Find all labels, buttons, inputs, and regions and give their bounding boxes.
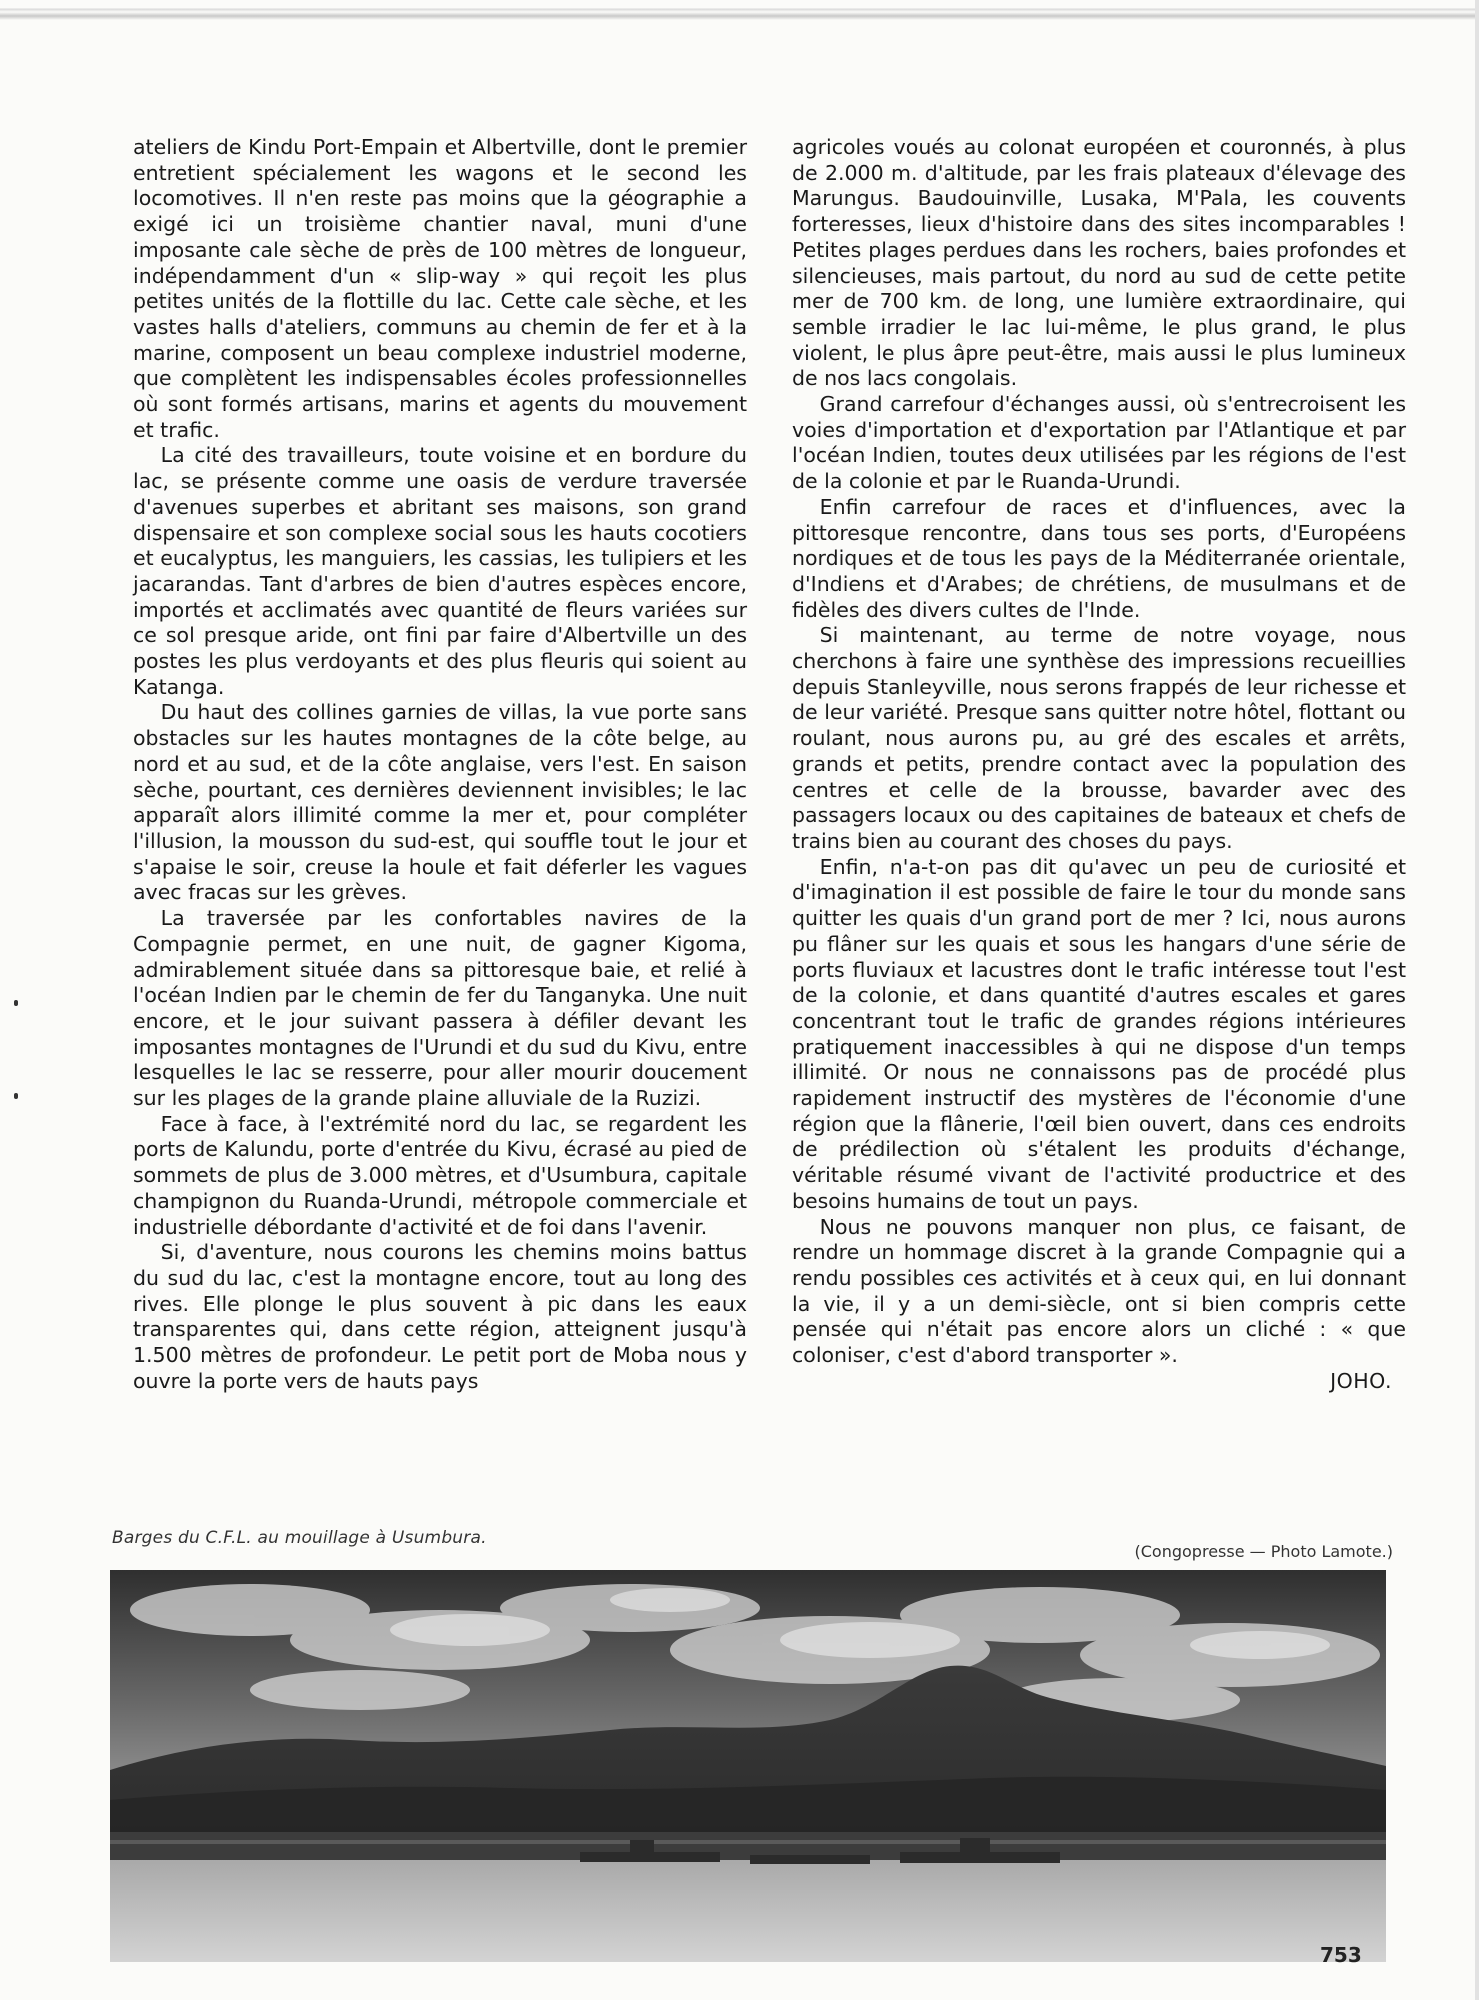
page-number: 753	[1320, 1943, 1362, 1967]
photo-illustration	[110, 1570, 1386, 1962]
paragraph: Grand carrefour d'échanges aussi, où s'entrecroisent les voies d'importation et d'exportation par l'Atlantique et par l'océan Indien, toutes deux utilisées par les régions de l'est de la colonie et par le Ruanda-Urundi.	[792, 392, 1406, 494]
lake-harbor-photo	[110, 1570, 1386, 1962]
author-signature: JOHO.	[1330, 1368, 1392, 1393]
scan-mark	[14, 1000, 18, 1006]
photo-caption: Barges du C.F.L. au mouillage à Usumbura.	[112, 1528, 487, 1548]
paragraph: Si maintenant, au terme de notre voyage, nous cherchons à faire une synthèse des impressions recueillies depuis Stanleyville, nous serons frappés de leur richesse et de leur variété. Presque sans quitter notre hôtel, flottant ou roulant, nous aurons pu, au gré des escales et arrêts, grands et petits, prendre contact avec la population des centres et celle de la brousse, bavarder avec des passagers locaux ou des capitaines de bateaux et chefs de trains bien au courant des choses du pays.	[792, 623, 1406, 853]
paragraph: La cité des travailleurs, toute voisine et en bordure du lac, se présente comme une oasis de verdure traversée d'avenues superbes et abritant ses maisons, son grand dispensaire et son complexe social sous les hauts cocotiers et eucalyptus, les manguiers, les cassias, les tulipiers et les jacarandas. Tant d'arbres de bien d'autres espèces encore, importés et acclimatés avec quantité de fleurs variées sur ce sol presque aride, ont fini par faire d'Albertville un des postes les plus verdoyants et des plus fleuris qui soient au Katanga.	[133, 443, 747, 699]
paragraph: Enfin, n'a-t-on pas dit qu'avec un peu de curiosité et d'imagination il est possible de faire le tour du monde sans quitter les quais d'un grand port de mer ? Ici, nous aurons pu flâner sur les quais et sous les hangars d'une série de ports fluviaux et lacustres dont le trafic intéresse tout l'est de la colonie, et dans quantité d'autres escales et gares concentrant tout le trafic de grandes régions intérieures pratiquement inaccessibles à qui ne dispose d'un temps illimité. Or nous ne connaissons pas de procédé plus rapidement instructif des mystères de l'économie d'une région que la flânerie, l'œil bien ouvert, dans ces endroits de prédilection où s'étalent les produits d'échange, véritable résumé vivant de l'activité productrice et des besoins humains de tout un pays.	[792, 854, 1406, 1213]
credit-agency: (Congopresse —	[1134, 1542, 1266, 1561]
scan-right-edge	[1475, 0, 1479, 2000]
paragraph: Si, d'aventure, nous courons les chemins moins battus du sud du lac, c'est la montagne encore, tout au long des rives. Elle plonge le plus souvent à pic dans les eaux transparentes qui, dans cette région, atteignent jusqu'à 1.500 mètres de profondeur. Le petit port de Moba nous y ouvre la porte vers de hauts pays	[133, 1240, 747, 1393]
paragraph: ateliers de Kindu Port-Empain et Albertville, dont le premier entretient spécialement les wagons et le second les locomotives. Il n'en reste pas moins que la géographie a exigé ici un troisième chantier naval, muni d'une imposante cale sèche de près de 100 mètres de longueur, indépendamment d'un « slip-way » qui reçoit les plus petites unités de la flottille du lac. Cette cale sèche, et les vastes halls d'ateliers, communs au chemin de fer et à la marine, composent un beau complexe industriel moderne, que complètent les indispensables écoles professionnelles où sont formés artisans, marins et agents du mouvement et trafic.	[133, 135, 747, 442]
photo-credit	[1135, 1542, 1393, 1561]
credit-photographer: Photo Lamote.)	[1270, 1542, 1393, 1561]
paragraph: Du haut des collines garnies de villas, la vue porte sans obstacles sur les hautes montagnes de la côte belge, au nord et au sud, et de la côte anglaise, vers l'est. En saison sèche, pourtant, ces dernières deviennent invisibles; le lac apparaît alors illimité comme la mer et, pour compléter l'illusion, la mousson du sud-est, qui souffle tout le jour et s'apaise le soir, creuse la houle et fait déferler les vagues avec fracas sur les grèves.	[133, 700, 747, 905]
text-column-right	[792, 135, 1406, 1394]
paragraph: La traversée par les confortables navires de la Compagnie permet, en une nuit, de gagner Kigoma, admirablement située dans sa pittoresque baie, et relié à l'océan Indien par le chemin de fer du Tanganyka. Une nuit encore, et le jour suivant passera à défiler devant les imposantes montagnes de l'Urundi et du sud du Kivu, entre lesquelles le lac se resserre, pour aller mourir doucement sur les plages de la grande plaine alluviale de la Ruzizi.	[133, 906, 747, 1111]
paragraph: Face à face, à l'extrémité nord du lac, se regardent les ports de Kalundu, porte d'entrée du Kivu, écrasé au pied de sommets de plus de 3.000 mètres, et d'Usumbura, capitale champignon du Ruanda-Urundi, métropole commerciale et industrielle débordante d'activité et de foi dans l'avenir.	[133, 1111, 747, 1239]
scan-mark	[14, 1093, 18, 1099]
paragraph: Enfin carrefour de races et d'influences, avec la pittoresque rencontre, dans tous ses ports, d'Européens nordiques et de tous les pays de la Méditerranée orientale, d'Indiens et d'Arabes; de chrétiens, de musulmans et de fidèles des divers cultes de l'Inde.	[792, 494, 1406, 622]
scan-top-edge	[0, 0, 1479, 28]
paragraph: agricoles voués au colonat européen et couronnés, à plus de 2.000 m. d'altitude, par les frais plateaux d'élevage des Marungus. Baudouinville, Lusaka, M'Pala, les couvents forteresses, lieux d'histoire dans des sites incomparables ! Petites plages perdues dans les rochers, baies profondes et silencieuses, mais partout, du nord au sud de cette petite mer de 700 km. de long, une lumière extraordinaire, qui semble irradier le lac lui-même, le plus grand, le plus violent, le plus âpre peut-être, mais aussi le plus lumineux de nos lacs congolais.	[792, 135, 1406, 391]
paragraph: Nous ne pouvons manquer non plus, ce faisant, de rendre un hommage discret à la grande Compagnie qui a rendu possibles ces activités et à ceux qui, en lui donnant la vie, il y a un demi-siècle, ont si bien compris cette pensée qui n'était pas encore alors un cliché : « que coloniser, c'est d'abord transporter ».	[792, 1214, 1406, 1368]
text-column-left	[133, 135, 747, 1394]
